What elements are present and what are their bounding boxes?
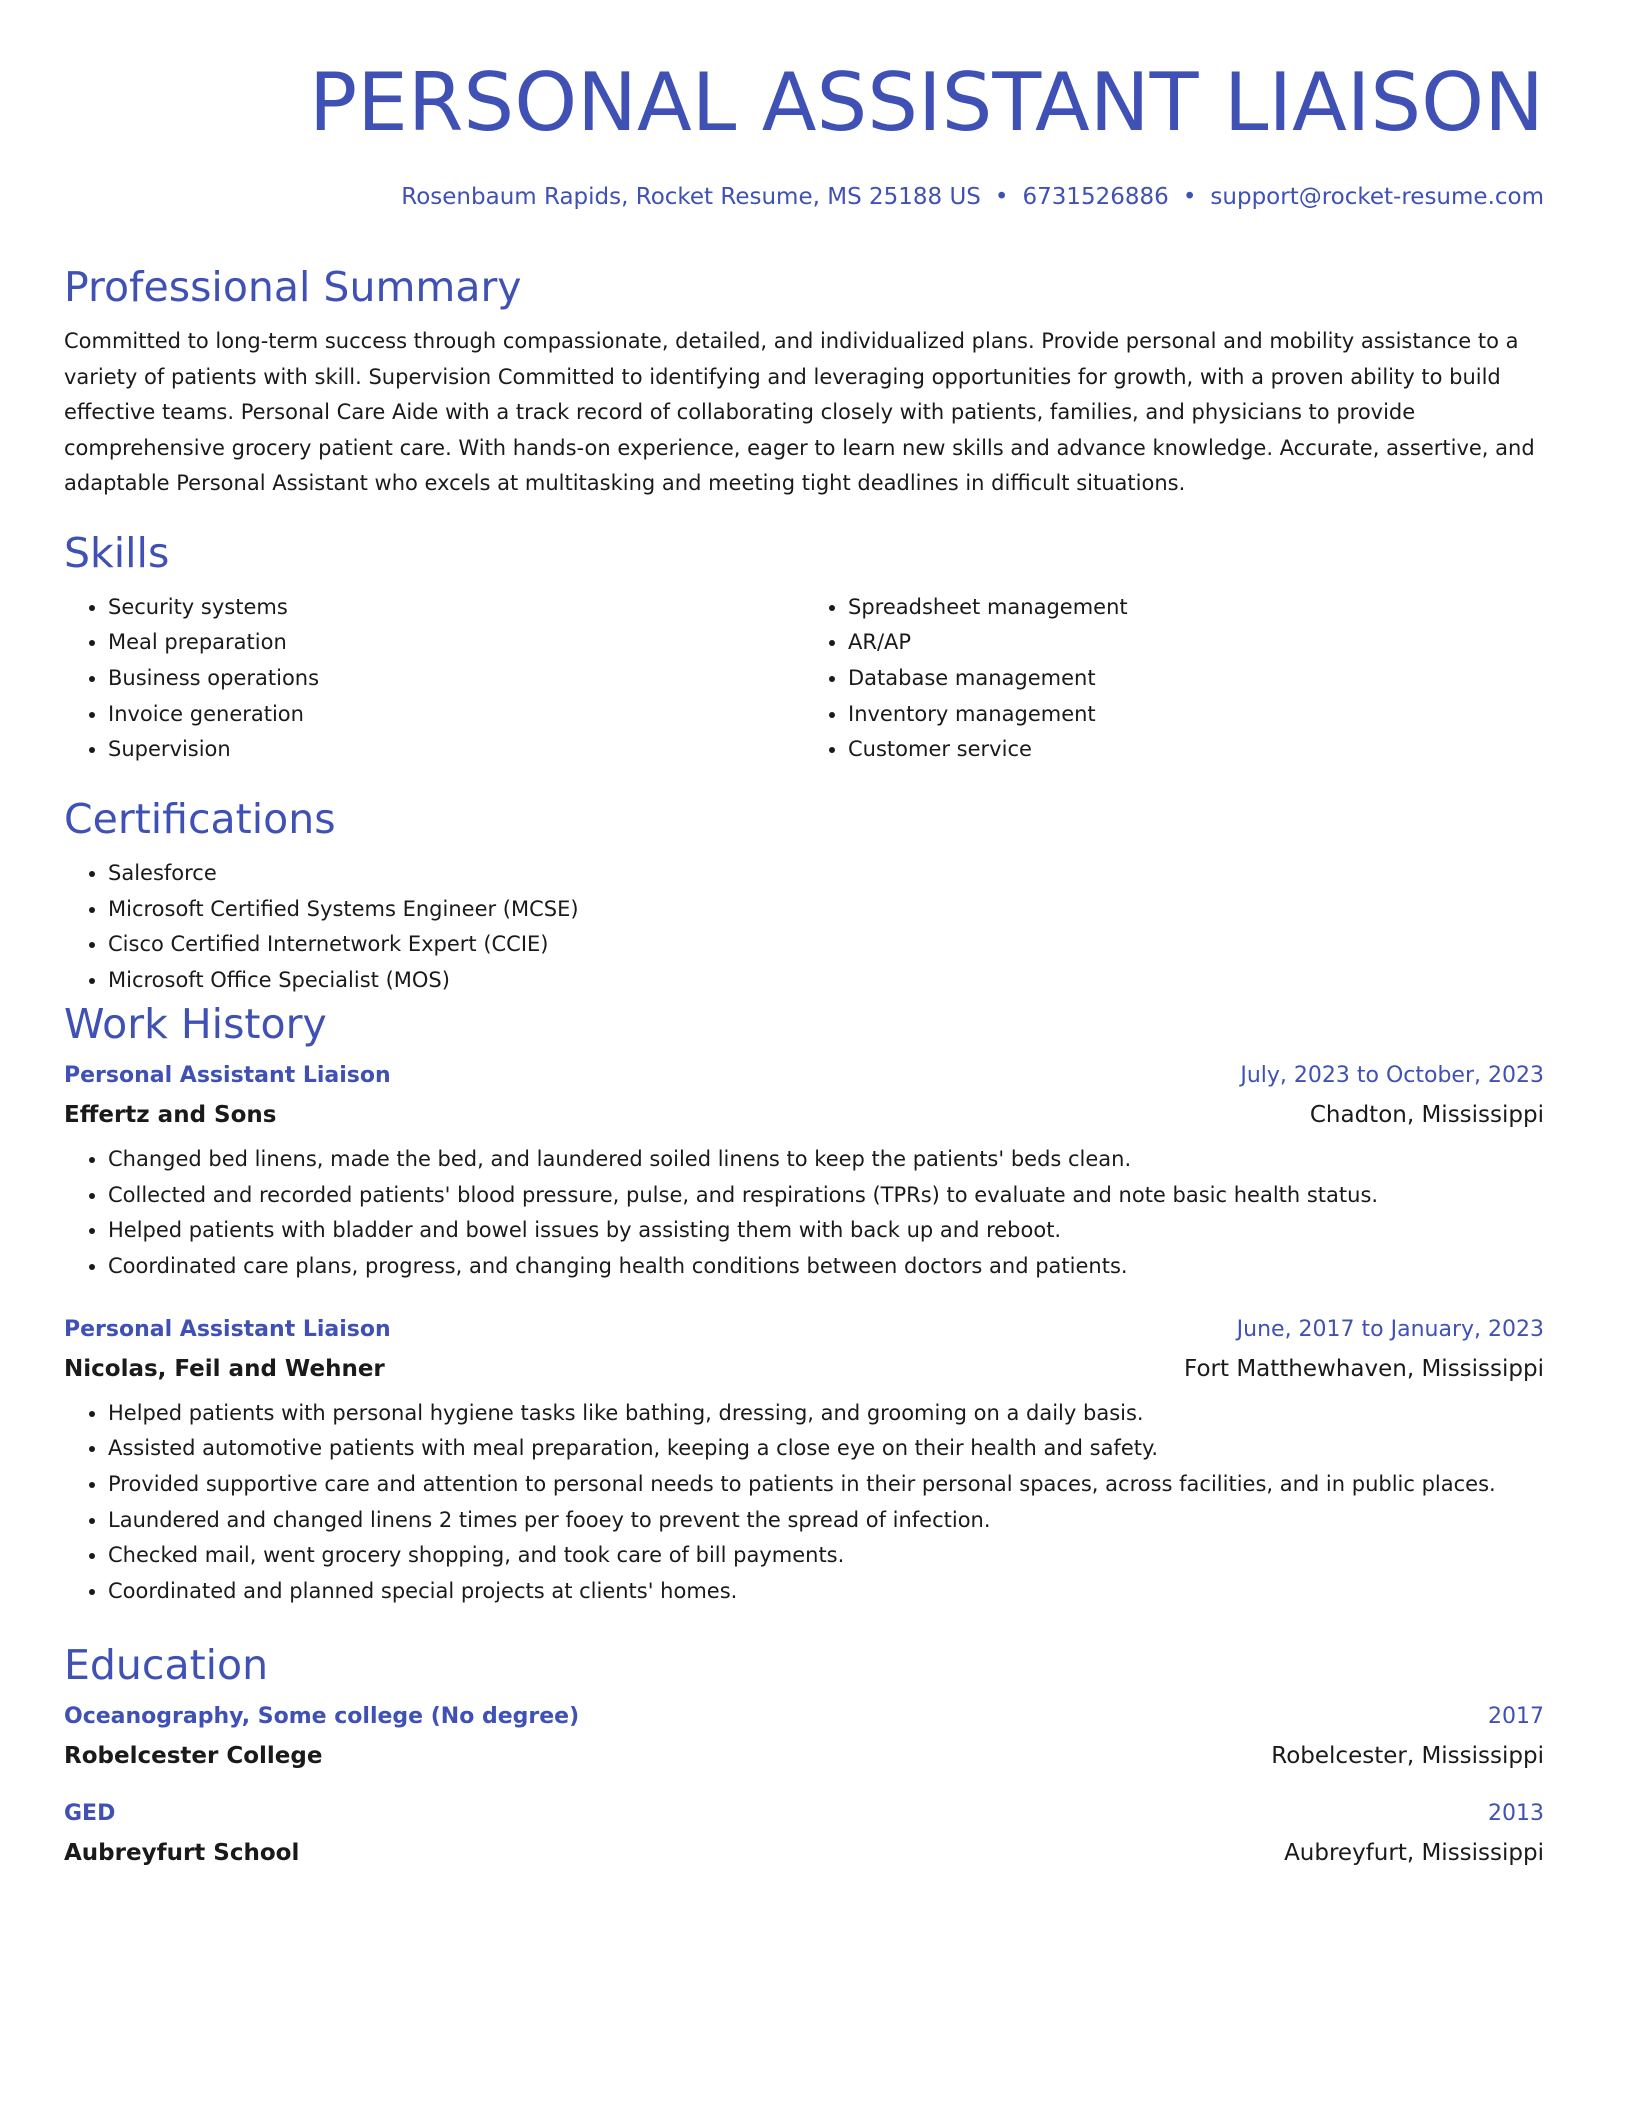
skills-right-list xyxy=(804,590,1544,769)
skills-section xyxy=(64,528,1544,769)
work-history-section xyxy=(64,999,1544,1610)
job-bullet: • Checked mail, went grocery shopping, and took care of bill payments. xyxy=(108,1538,1544,1574)
job-company: Nicolas, Feil and Wehner xyxy=(64,1355,385,1382)
job-bullet: • Coordinated and planned special projects at clients' homes. xyxy=(108,1574,1544,1610)
job-bullet: • Collected and recorded patients' blood pressure, pulse, and respirations (TPRs) to evaluate and note basic health status. xyxy=(108,1178,1544,1214)
job-header xyxy=(64,1315,1544,1345)
education-subheader xyxy=(64,1741,1544,1771)
job-bullets xyxy=(64,1396,1544,1610)
job-location: Chadton, Mississippi xyxy=(1309,1101,1544,1128)
job-bullet: • Helped patients with bladder and bowel issues by assisting them with back up and reboot. xyxy=(108,1213,1544,1249)
job-entry xyxy=(64,1061,1544,1285)
contact-address: Rosenbaum Rapids, Rocket Resume, MS 25188 US xyxy=(401,184,981,210)
skills-heading: Skills xyxy=(64,528,170,577)
job-location: Fort Matthewhaven, Mississippi xyxy=(1184,1355,1544,1382)
skill-item: • Business operations xyxy=(108,661,804,697)
skill-item: • Security systems xyxy=(108,590,804,626)
certification-item: • Salesforce xyxy=(108,856,1544,892)
job-bullet: • Helped patients with personal hygiene tasks like bathing, dressing, and grooming on a daily basis. xyxy=(108,1396,1544,1432)
summary-heading: Professional Summary xyxy=(64,263,522,311)
job-bullet: • Provided supportive care and attention to personal needs to patients in their personal spaces, across facilities, and in public places. xyxy=(108,1467,1544,1503)
certifications-list xyxy=(64,856,1544,999)
skills-left-list xyxy=(64,590,804,769)
skill-item: • Invoice generation xyxy=(108,697,804,733)
certification-item: • Microsoft Office Specialist (MOS) xyxy=(108,963,1544,999)
job-company: Effertz and Sons xyxy=(64,1101,277,1128)
job-bullet: • Assisted automotive patients with meal preparation, keeping a close eye on their health and safety. xyxy=(108,1431,1544,1467)
education-location: Robelcester, Mississippi xyxy=(1271,1742,1544,1769)
education-subheader xyxy=(64,1838,1544,1868)
certifications-section xyxy=(64,794,1544,999)
job-header xyxy=(64,1061,1544,1091)
education-header xyxy=(64,1799,1544,1829)
resume-name: PERSONAL ASSISTANT LIAISON xyxy=(309,56,1544,149)
skill-item: • AR/AP xyxy=(848,625,1544,661)
education-degree: GED xyxy=(64,1800,116,1826)
education-school: Robelcester College xyxy=(64,1742,323,1769)
skill-item: • Inventory management xyxy=(848,697,1544,733)
skill-item: • Supervision xyxy=(108,732,804,768)
education-section xyxy=(64,1640,1544,1868)
job-title: Personal Assistant Liaison xyxy=(64,1316,391,1342)
contact-separator: • xyxy=(994,184,1009,210)
job-title: Personal Assistant Liaison xyxy=(64,1062,391,1088)
job-bullets xyxy=(64,1142,1544,1285)
job-bullet: • Coordinated care plans, progress, and changing health conditions between doctors and patients. xyxy=(108,1249,1544,1285)
contact-email[interactable]: support@rocket-resume.com xyxy=(1210,184,1544,210)
job-entry xyxy=(64,1315,1544,1610)
summary-section xyxy=(64,262,1544,502)
certifications-heading: Certifications xyxy=(64,795,336,844)
summary-text: Committed to long-term success through compassionate, detailed, and individualized plans. Provide personal and mobility assistance to a variety of patients with skill. Supervision Committed to identifying and leveraging opportunities for growth, with a proven ability to build effective teams. Personal Care Aide with a track record of collaborating closely with patients, families, and physicians to provide comprehensive grocery patient care. With hands-on experience, eager to learn new skills and advance knowledge. Accurate, assertive, and adaptable Personal Assistant who excels at multitasking and meeting tight deadlines in difficult situations. xyxy=(64,329,1535,495)
education-degree: Oceanography, Some college (No degree) xyxy=(64,1703,580,1729)
job-bullet: • Changed bed linens, made the bed, and laundered soiled linens to keep the patients' beds clean. xyxy=(108,1142,1544,1178)
skill-item: • Meal preparation xyxy=(108,625,804,661)
work-history-heading: Work History xyxy=(64,999,327,1048)
skills-columns xyxy=(64,590,1544,769)
job-subheader xyxy=(64,1100,1544,1130)
education-location: Aubreyfurt, Mississippi xyxy=(1284,1839,1544,1866)
contact-phone: 6731526886 xyxy=(1022,184,1169,210)
job-subheader xyxy=(64,1354,1544,1384)
education-year: 2017 xyxy=(1488,1703,1544,1729)
job-bullet: • Laundered and changed linens 2 times per fooey to prevent the spread of infection. xyxy=(108,1503,1544,1539)
skill-item: • Database management xyxy=(848,661,1544,697)
job-dates: June, 2017 to January, 2023 xyxy=(1236,1316,1544,1342)
education-header xyxy=(64,1702,1544,1732)
contact-separator: • xyxy=(1182,184,1197,210)
certification-item: • Cisco Certified Internetwork Expert (CCIE) xyxy=(108,927,1544,963)
education-entry xyxy=(64,1799,1544,1868)
skill-item: • Spreadsheet management xyxy=(848,590,1544,626)
contact-line xyxy=(401,182,1544,212)
education-year: 2013 xyxy=(1488,1800,1544,1826)
education-school: Aubreyfurt School xyxy=(64,1839,300,1866)
skill-item: • Customer service xyxy=(848,732,1544,768)
education-entry xyxy=(64,1702,1544,1771)
job-dates: July, 2023 to October, 2023 xyxy=(1240,1062,1544,1088)
resume-body xyxy=(64,262,1544,1896)
certification-item: • Microsoft Certified Systems Engineer (MCSE) xyxy=(108,892,1544,928)
education-heading: Education xyxy=(64,1640,269,1689)
